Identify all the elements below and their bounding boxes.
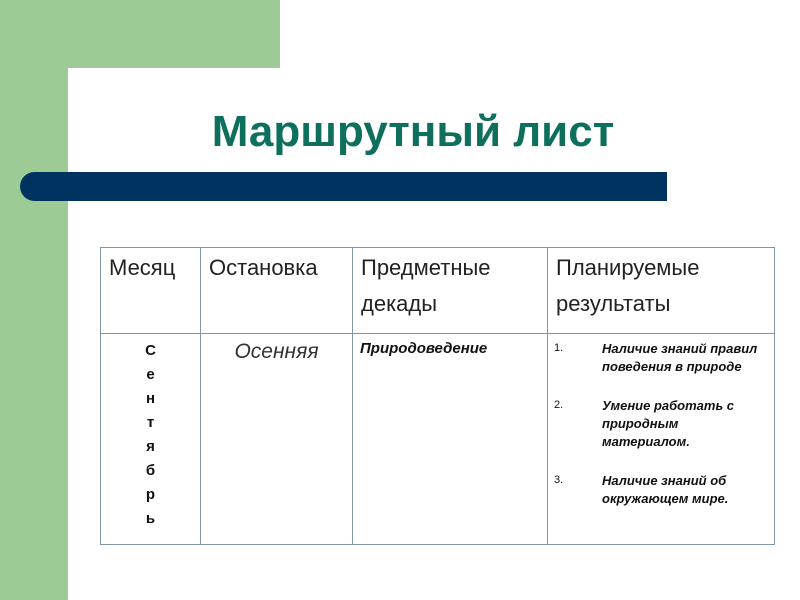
month-cell (101, 334, 201, 545)
header-month: Месяц (109, 255, 176, 280)
title-underline-bar (20, 172, 667, 201)
item-number: 2. (554, 399, 564, 411)
list-item (548, 472, 774, 508)
item-number: 3. (554, 474, 564, 486)
month-letter: б (145, 462, 156, 479)
header-results-cell (548, 248, 775, 334)
header-decades-line2: декады (361, 291, 438, 316)
month-letter: С (145, 342, 156, 359)
header-results-line2: результаты (556, 291, 671, 316)
decade-cell (353, 334, 548, 545)
month-letter: е (146, 366, 155, 383)
item-number: 1. (554, 342, 564, 354)
header-month-cell (101, 248, 201, 334)
month-letter: т (146, 414, 155, 431)
header-row (101, 248, 775, 334)
green-frame-top (0, 0, 280, 68)
month-letter: н (145, 390, 156, 407)
slide-title: Маршрутный лист (211, 107, 615, 156)
header-stop: Остановка (209, 255, 318, 280)
list-item (548, 397, 774, 451)
header-stop-cell (201, 248, 353, 334)
results-list (548, 340, 774, 508)
header-decades-line1: Предметные (361, 255, 491, 280)
item-text: Умение работать с природным материалом. (602, 398, 735, 449)
green-frame-left (0, 0, 68, 600)
list-item (548, 340, 774, 376)
header-decades-cell (353, 248, 548, 334)
header-results-line1: Планируемые (556, 255, 700, 280)
decade-value: Природоведение (360, 340, 488, 357)
month-letter: ь (145, 510, 156, 527)
month-letter: р (145, 486, 156, 503)
item-text: Наличие знаний об окружающем мире. (602, 473, 729, 506)
stop-value: Осенняя (234, 340, 319, 363)
results-cell (548, 334, 775, 545)
stop-cell (201, 334, 353, 545)
item-text: Наличие знаний правил поведения в природе (602, 341, 758, 374)
table-row (101, 334, 775, 545)
route-table (100, 247, 775, 545)
month-letter: я (146, 438, 155, 455)
month-vertical (101, 334, 200, 531)
